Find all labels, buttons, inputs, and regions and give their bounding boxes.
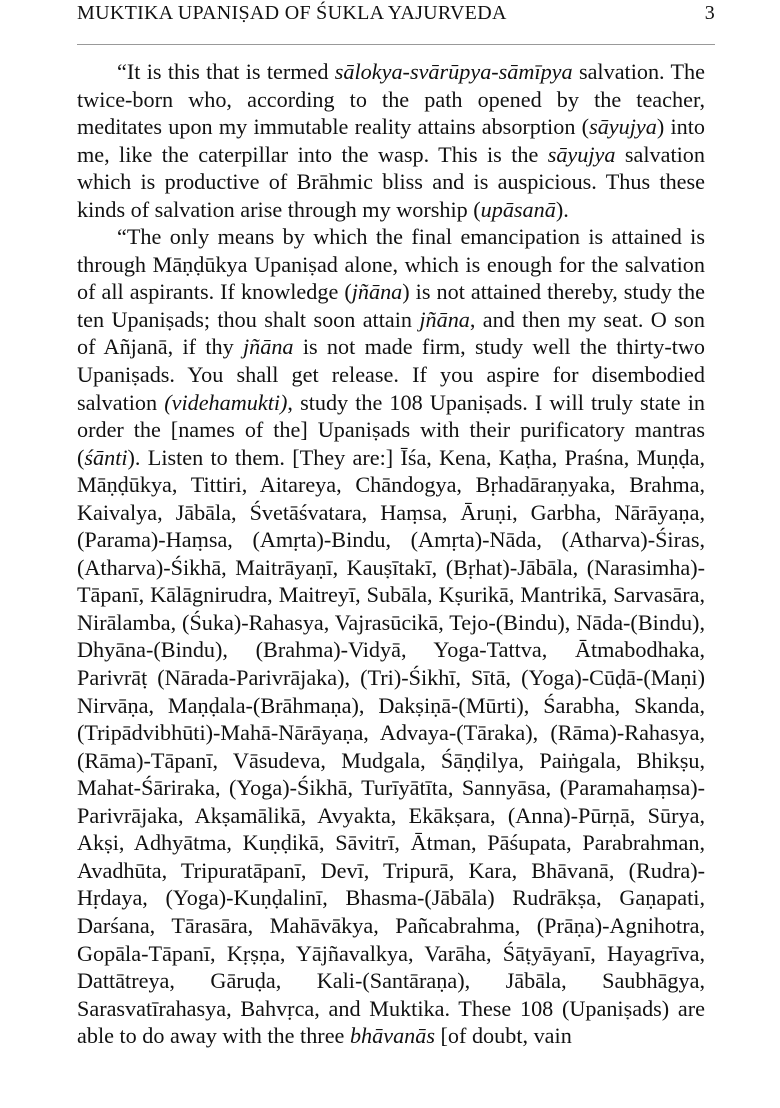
italic-term: jñāna: [419, 306, 470, 332]
text-run: ). Listen to them. [They are:] Īśa, Kena, Kaṭha, Praśna, Muṇḍa, Māṇḍūkya, Tittiri, Aitareya, Chāndogya, Bṛhadāraṇyaka, Brahma, Kaivalya, Jābāla, Śvetāśvatara, Haṃsa, Āruṇi, Garbha, Nārāyaṇa, (Parama)-Haṃsa, (Amṛta)-Bindu, (Amṛta)-Nāda, (Atharva)-Śiras, (Atharva)-Śikhā, Maitrāyaṇī, Kauṣītakī, (Bṛhat)-Jābāla, (Narasimha)-Tāpanī, Kālāgnirudra, Maitreyī, Subāla, Kṣurikā, Mantrikā, Sarvasāra, Nirālamba, (Śuka)-Rahasya, Vajrasūcikā, Tejo-(Bindu), Nāda-(Bindu), Dhyāna-(Bindu), (Brahma)-Vidyā, Yoga-Tattva, Ātmabodhaka, Parivrāṭ (Nārada-Parivrājaka), (Tri)-Śikhī, Sītā, (Yoga)-Cūḍā-(Maṇi) Nirvāṇa, Maṇḍala-(Brāhmaṇa), Dakṣiṇā-(Mūrti), Śarabha, Skanda, (Tripādvibhūti)-Mahā-Nārāyaṇa, Advaya-(Tāraka), (Rāma)-Rahasya, (Rāma)-Tāpanī, Vāsudeva, Mudgala, Śāṇḍilya, Paiṅgala, Bhikṣu, Mahat-Śāriraka, (Yoga)-Śikhā, Turīyātīta, Sannyāsa, (Paramahaṃsa)-Parivrājaka, Akṣamālikā, Avyakta, Ekākṣara, (Anna)-Pūrṇā, Sūrya, Akṣi, Adhyātma, Kuṇḍikā, Sāvitrī, Ātman, Pāśupata, Parabrahman, Avadhūta, Tripuratāpanī, Devī, Tripurā, Kara, Bhāvanā, (Rudra)-Hṛdaya, (Yoga)-Kuṇḍalinī, Bhasma-(Jābāla) Rudrākṣa, Gaṇapati, Darśana, Tārasāra, Mahāvākya, Pañcabrahma, (Prāṇa)-Agnihotra, Gopāla-Tāpanī, Kṛṣṇa, Yājñavalkya, Varāha, Śāṭyāyanī, Hayagrīva, Dattātreya, Gāruḍa, Kali-(Santāraṇa), Jābāla, Saubhāgya, Sarasvatīrahasya, Bahvṛca, and Muktika. These 108 (Upaniṣads) are able to do away with the three: [77, 444, 705, 1049]
italic-term: śānti: [84, 444, 128, 470]
running-title: MUKTIKA UPANIṢAD OF ŚUKLA YAJURVEDA: [77, 2, 507, 24]
text-run: salvation. The twice-born who, according to the path opened by the teacher, meditates upon my immutable reality attains absorption (: [77, 59, 705, 140]
header-rule: [77, 44, 715, 45]
running-header: [77, 2, 715, 28]
paragraph: [77, 223, 705, 1049]
italic-term: sālokya-svārūpya-sāmīpya: [334, 59, 573, 84]
paragraph: [77, 58, 705, 223]
text-run: , study the 108 Upaniṣads. I will truly state in order the [names of the] Upaniṣads with their purificatory mantras (: [77, 389, 705, 470]
text-run: ) is not attained thereby, study the ten Upaniṣads; thou shalt soon attain: [77, 279, 705, 332]
text-run: , and then my seat. O son of Añjanā, if thy: [77, 306, 705, 360]
italic-term: upāsanā: [480, 196, 556, 222]
page-number: 3: [704, 2, 715, 24]
italic-term: sāyujya: [547, 141, 616, 167]
italic-term: bhāvanās: [349, 1023, 435, 1049]
text-run: “The only means by which the final emancipation is attained is through Māṇḍūkya Upaniṣad alone, which is enough for the salvation of all aspirants. If knowledge (: [77, 224, 705, 305]
text-run: salvation which is productive of Brāhmic bliss and is auspicious. Thus these kinds of salvation arise through my worship (: [77, 141, 705, 222]
text-run: ).: [555, 196, 569, 222]
italic-term: jñāna: [242, 334, 294, 360]
text-run: ) into me, like the caterpillar into the wasp. This is the: [77, 114, 706, 167]
text-run: “It is this that is termed: [117, 59, 335, 84]
italic-term: jñāna: [351, 279, 403, 305]
italic-term: sāyujya: [589, 114, 657, 140]
italic-term: (videhamukti): [164, 389, 288, 415]
text-run: [of doubt, vain: [434, 1023, 572, 1049]
body-text: [77, 58, 705, 1050]
text-run: is not made firm, study well the thirty-two Upaniṣads. You shall get release. If you aspire for disembodied salvation: [77, 334, 705, 415]
